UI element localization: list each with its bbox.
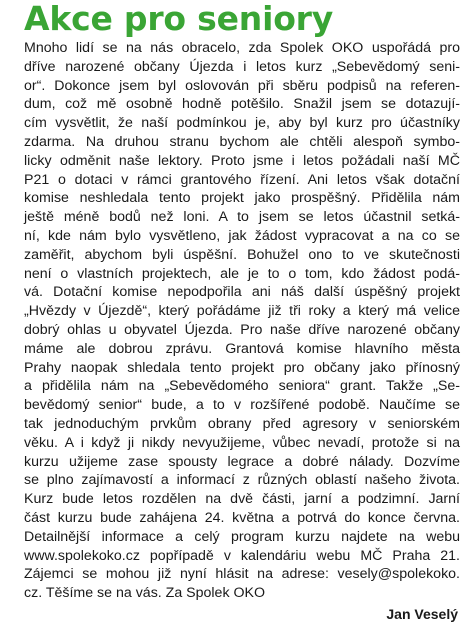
article-line: není o vlastních projektech, ale je to o tom, kdo žádost podá- xyxy=(24,265,460,282)
article-line: se plno zajímavostí a informací z různých oblastí našeho života. xyxy=(24,472,460,489)
article-line: www.spolekoko.cz popřípadě v kalendáriu webu MČ Praha 21. xyxy=(24,547,460,564)
article-line: licky odměnit naše lektory. Proto jsme i letos požádali naší MČ xyxy=(24,152,460,169)
article-line: Kurz bude letos rozdělen na dvě části, jarní a podzimní. Jarní xyxy=(24,491,460,508)
article-line: dobrý ohlas u obyvatel Újezda. Pro naše dříve narozené občany xyxy=(24,321,460,338)
article-line: Mnoho lidí se na nás obracelo, zda Spolek OKO uspořádá pro xyxy=(24,40,460,56)
article-line: Zájemci se mohou již nyní hlásit na adrese: vesely@spolekoko. xyxy=(24,566,460,583)
article-body xyxy=(24,39,460,603)
article-line: ještě méně bodů než loni. A to jsem se letos účastnil setká- xyxy=(24,209,460,226)
article-title: Akce pro seniory xyxy=(24,0,334,38)
article-line: kurzu užijeme zase spousty legrace a dobré nálady. Dozvíme xyxy=(24,453,460,470)
article-line: dříve narozené občany Újezda i letos kurz „Sebevědomý seni- xyxy=(24,58,460,75)
article-line: zaměřit, abychom byli úspěšní. Bohužel ono to ve skutečnosti xyxy=(24,246,460,263)
article-line: komise neshledala tento projekt jako prospěšný. Přidělila nám xyxy=(24,190,460,207)
article-line: věku. A i když ji nikdy nevyužijeme, vůbec nevadí, protože si na xyxy=(24,434,460,451)
article-line: P21 o dotaci v rámci grantového řízení. Ani letos však dotační xyxy=(24,171,460,188)
article-line: zdarma. Na druhou stranu bychom ale chtěli alespoň symbo- xyxy=(24,133,460,150)
article-line: Prahy naopak shledala tento projekt pro občany jako přínosný xyxy=(24,359,460,376)
article-line: bevědomý senior“ bude, a to v rozšířené podobě. Naučíme se xyxy=(24,397,460,414)
article-line: ní, kde nám bylo vysvětleno, jak žádost vypracovat a na co se xyxy=(24,227,460,244)
article-line: a přidělila nám na „Sebevědomého seniora“ grant. Takže „Se- xyxy=(24,378,460,395)
article-line: máme ale dobrou zprávu. Grantová komise hlavního města xyxy=(24,340,460,357)
article-line: cz. Těšíme se na vás. Za Spolek OKO xyxy=(24,585,266,602)
article-line: „Hvězdy v Újezdě“, který pořádáme již tři roky a který má velice xyxy=(24,303,460,320)
article-line: dum, což mě osobně hodně potěšilo. Snažil jsem se dotazují- xyxy=(24,96,460,113)
article-line: tak jednoduchým prvkům obrany před agresory v seniorském xyxy=(24,415,460,432)
article-line: část kurzu bude zahájena 24. května a potrvá do konce června. xyxy=(24,509,460,526)
article-line: cím vysvětlit, že naší podmínkou je, aby byl kurz pro účastníky xyxy=(24,115,460,132)
article-line: Detailnější informace a celý program kurzu najdete na webu xyxy=(24,528,460,545)
article-line: or“. Dokonce jsem byl oslovován při sběru podpisů na referen- xyxy=(24,77,460,94)
article-line: vá. Dotační komise nepodpořila ani náš další úspěšný projekt xyxy=(24,284,460,301)
article-author: Jan Veselý xyxy=(386,606,458,622)
